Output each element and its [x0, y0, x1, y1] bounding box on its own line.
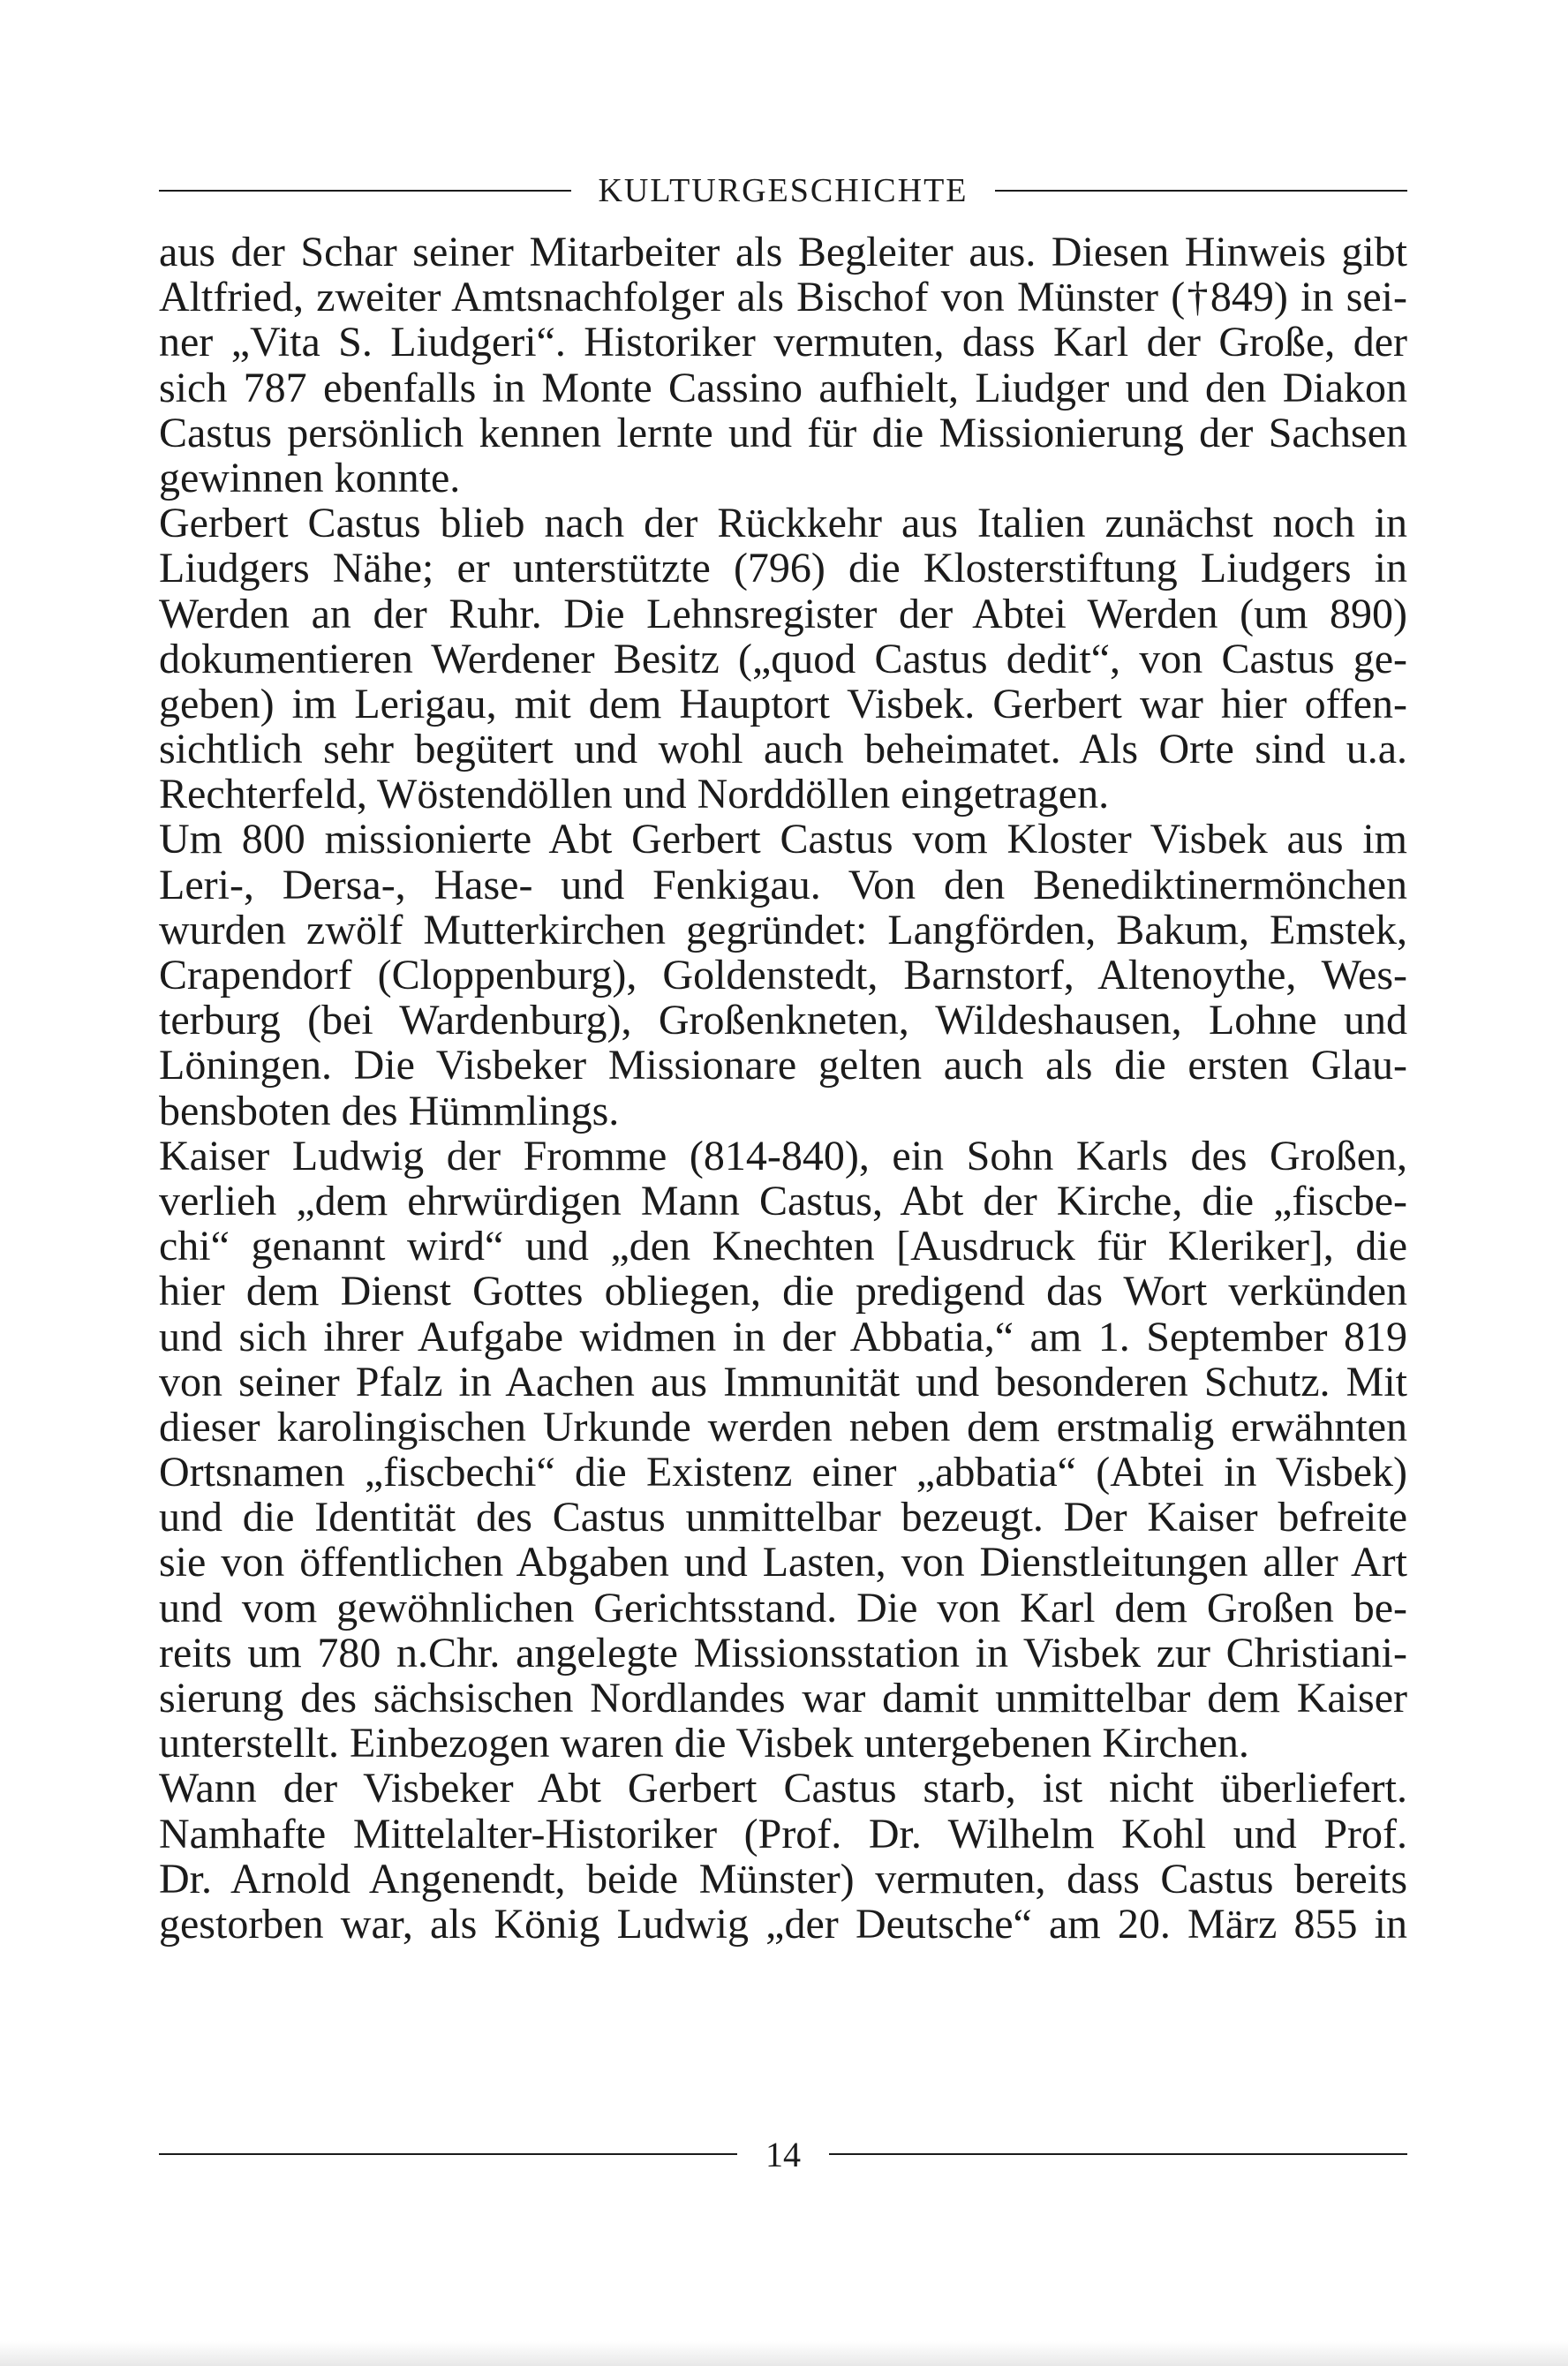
text-line: sich 787 ebenfalls in Monte Cassino aufhielt, Liudger und den Diakon	[159, 364, 1407, 411]
text-line: und die Identität des Castus unmittelbar bezeugt. Der Kaiser befreite	[159, 1494, 1407, 1541]
text-line: reits um 780 n.Chr. angelegte Missionsstation in Visbek zur Christiani-	[159, 1629, 1407, 1677]
text-line: gestorben war, als König Ludwig „der Deutsche“ am 20. März 855 in	[159, 1900, 1407, 1948]
text-line: Wann der Visbeker Abt Gerbert Castus starb, ist nicht überliefert.	[159, 1765, 1407, 1812]
text-line: Liudgers Nähe; er unterstützte (796) die Klosterstiftung Liudgers in	[159, 545, 1407, 592]
text-line: geben) im Lerigau, mit dem Hauptort Visbek. Gerbert war hier offen-	[159, 680, 1407, 727]
text-line: und sich ihrer Aufgabe widmen in der Abbatia,“ am 1. September 819	[159, 1313, 1407, 1360]
text-line: und vom gewöhnlichen Gerichtsstand. Die von Karl dem Großen be-	[159, 1584, 1407, 1631]
text-line: Löningen. Die Visbeker Missionare gelten auch als die ersten Glau-	[159, 1042, 1407, 1089]
text-line: unterstellt. Einbezogen waren die Visbek untergebenen Kirchen.	[159, 1720, 1249, 1767]
text-line: terburg (bei Wardenburg), Großenkneten, Wildeshausen, Lohne und	[159, 997, 1407, 1044]
running-header	[159, 166, 1407, 215]
page-edge-shadow	[0, 2341, 1568, 2366]
text-line: Rechterfeld, Wöstendöllen und Norddöllen eingetragen.	[159, 771, 1110, 818]
text-line: Ortsnamen „fiscbechi“ die Existenz einer „abbatia“ (Abtei in Visbek)	[159, 1449, 1407, 1496]
page-footer	[159, 2128, 1407, 2181]
header-rule-left	[159, 190, 571, 192]
text-line: dokumentieren Werdener Besitz („quod Castus dedit“, von Castus ge-	[159, 635, 1407, 682]
text-line: chi“ genannt wird“ und „den Knechten [Ausdruck für Kleriker], die	[159, 1223, 1407, 1270]
text-line: aus der Schar seiner Mitarbeiter als Begleiter aus. Diesen Hinweis gibt	[159, 229, 1407, 275]
body-text	[159, 230, 1407, 1947]
text-line: dieser karolingischen Urkunde werden neben dem erstmalig erwähnten	[159, 1403, 1407, 1450]
text-line: Dr. Arnold Angenendt, beide Münster) vermuten, dass Castus bereits	[159, 1855, 1407, 1903]
text-line: wurden zwölf Mutterkirchen gegründet: Langförden, Bakum, Emstek,	[159, 906, 1407, 953]
text-line: gewinnen konnte.	[159, 454, 461, 501]
text-line: sichtlich sehr begütert und wohl auch beheimatet. Als Orte sind u.a.	[159, 726, 1407, 773]
text-line: Gerbert Castus blieb nach der Rückkehr aus Italien zunächst noch in	[159, 500, 1407, 547]
text-line: Castus persönlich kennen lernte und für die Missionierung der Sachsen	[159, 409, 1407, 456]
text-line: verlieh „dem ehrwürdigen Mann Castus, Abt der Kirche, die „fiscbe-	[159, 1177, 1407, 1224]
text-line: Kaiser Ludwig der Fromme (814-840), ein Sohn Karls des Großen,	[159, 1132, 1407, 1179]
text-line: Altfried, zweiter Amtsnachfolger als Bischof von Münster (†849) in sei-	[159, 274, 1407, 321]
text-line: Um 800 missionierte Abt Gerbert Castus vom Kloster Visbek aus im	[159, 816, 1407, 863]
footer-rule-left	[159, 2153, 737, 2155]
header-rule-right	[995, 190, 1407, 192]
text-line: Namhafte Mittelalter-Historiker (Prof. Dr. Wilhelm Kohl und Prof.	[159, 1810, 1407, 1857]
text-line: von seiner Pfalz in Aachen aus Immunität und besonderen Schutz. Mit	[159, 1358, 1407, 1405]
text-line: Leri-, Dersa-, Hase- und Fenkigau. Von den Benediktinermönchen	[159, 861, 1407, 908]
text-line: hier dem Dienst Gottes obliegen, die predigend das Wort verkünden	[159, 1268, 1407, 1315]
footer-rule-right	[829, 2153, 1407, 2155]
text-line: bensboten des Hümmlings.	[159, 1087, 620, 1134]
running-header-title: KULTURGESCHICHTE	[598, 172, 969, 209]
text-line: Crapendorf (Cloppenburg), Goldenstedt, Barnstorf, Altenoythe, Wes-	[159, 952, 1407, 998]
text-line: sierung des sächsischen Nordlandes war damit unmittelbar dem Kaiser	[159, 1675, 1407, 1722]
text-line: ner „Vita S. Liudgeri“. Historiker vermuten, dass Karl der Große, der	[159, 319, 1407, 366]
text-line: sie von öffentlichen Abgaben und Lasten, von Dienstleitungen aller Art	[159, 1539, 1407, 1586]
text-line: Werden an der Ruhr. Die Lehnsregister der Abtei Werden (um 890)	[159, 590, 1407, 637]
page-number: 14	[765, 2134, 801, 2174]
